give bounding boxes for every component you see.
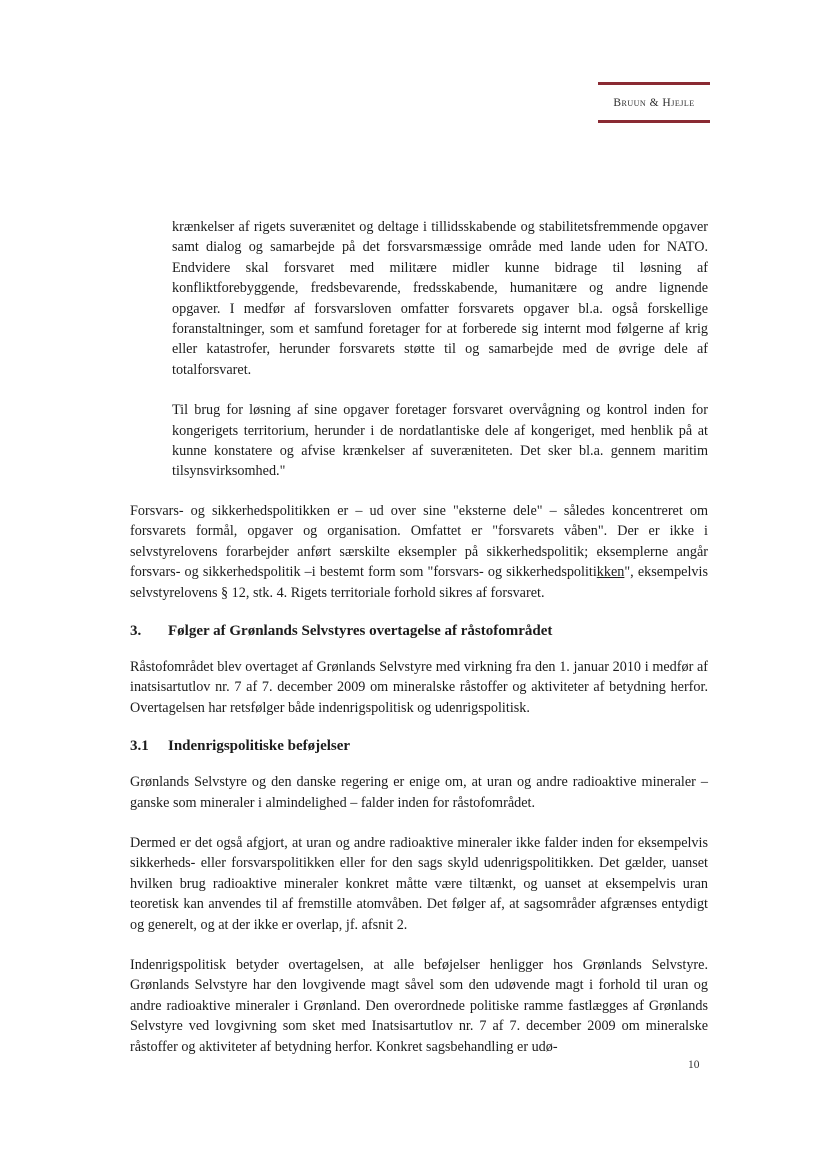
section-3-paragraph: Råstofområdet blev overtaget af Grønlands Selvstyre med virkning fra den 1. januar 2010 i medfør af inatsisartutlov nr. 7 af 7. december 2009 om mineralske råstoffer og aktiviteter af betydning herfor. Overtagelsen har retsfølger både indenrigspolitisk og udenrigspolitisk. bbox=[130, 658, 708, 716]
section-3-number: 3. bbox=[130, 622, 142, 639]
quote-paragraph-2: Til brug for løsning af sine opgaver foretager forsvaret overvågning og kontrol inden for kongerigets territorium, herunder i de nordatlantiske dele af kongeriget, med henblik på at kunne konstatere og afvise krænkelser af suveræniteten. Det sker bl.a. gennem maritim tilsynsvirksomhed." bbox=[172, 402, 708, 480]
quote-paragraph-1: krænkelser af rigets suverænitet og deltage i tillidsskabende og stabilitetsfremmende opgaver samt dialog og samarbejde på det forsvarsmæssige område med lande uden for NATO. Endvidere skal forsvaret med militære midler kunne bidrage til løsning af konfliktforebyggende, fredsbevarende, fredsskabende, humanitære og andre lignende opgaver. I medfør af forsvarsloven omfatter forsvarets opgaver bl.a. også forskellige foranstaltninger, som et samfund foretager for at forberede sig internt mod følgerne af krig eller katastrofer, herunder forsvarets støtte til og samarbejde med de øvrige dele af totalforsvaret. bbox=[172, 219, 708, 378]
defense-text-a: Forsvars- og sikkerhedspolitikken er – ud over sine "eksterne dele" – således koncentreret om forsvarets formål, opgaver og organisation. Omfattet er "forsvarets våben". Der er ikke i selvstyrelovens forarbejder anført særskilte eksempler på sikkerhedspolitik; eksemplerne angår forsvars- og sikkerhedspolitik –i bestemt form som "forsvars- og sikkerhedspoliti bbox=[130, 502, 708, 581]
paragraph-defense-policy bbox=[130, 501, 708, 603]
letterhead-top-rule bbox=[598, 82, 710, 85]
page-number: 10 bbox=[688, 1059, 700, 1071]
section-3-1-paragraph-3: Indenrigspolitisk betyder overtagelsen, at alle beføjelser henligger hos Grønlands Selvstyre. Grønlands Selvstyre har den lovgivende magt såvel som den udøvende magt i forhold til uran og andre radioaktive mineraler i Grønland. Den overordnede politiske ramme fastlægges af Grønlands Selvstyre ved lovgivning som sket med Inatsisartutlov nr. 7 af 7. december 2009 om mineralske råstoffer og aktiviteter af betydning herfor. Konkret sagsbehandling er udø- bbox=[130, 956, 708, 1055]
section-3-1-heading bbox=[130, 735, 708, 757]
section-3-1-paragraph-1: Grønlands Selvstyre og den danske regering er enige om, at uran og andre radioaktive mineraler – ganske som mineraler i almindelighed – falder inden for råstofområdet. bbox=[130, 774, 708, 811]
section-3-heading bbox=[130, 620, 708, 642]
firm-name: Bruun & Hjejle bbox=[613, 97, 695, 109]
defense-text-underlined: kken bbox=[596, 564, 625, 581]
letterhead bbox=[598, 82, 710, 123]
letterhead-bottom-rule bbox=[598, 120, 710, 123]
section-3-1-title: Indenrigspolitiske beføjelser bbox=[168, 738, 351, 755]
section-3-1-number: 3.1 bbox=[130, 738, 149, 755]
document-body bbox=[130, 217, 708, 1057]
defense-text-b: ", eksempelvis selvstyrelovens § 12, stk. 4. Rigets territoriale forhold sikres af forsvaret. bbox=[130, 564, 708, 601]
section-3-title: Følger af Grønlands Selvstyres overtagelse af råstofområdet bbox=[168, 622, 553, 639]
section-3-1-paragraph-2: Dermed er det også afgjort, at uran og andre radioaktive mineraler ikke falder inden for eksempelvis sikkerheds- eller forsvarspolitikken eller for den sags skyld udenrigspolitikken. Det gælder, uanset hvilken brug radioaktive mineraler konkret måtte være tiltænkt, og uanset at eksempelvis uran teoretisk kan anvendes til af fremstille atomvåben. Det følger af, at sagsområder afgrænses entydigt og generelt, og at der ikke er overlap, jf. afsnit 2. bbox=[130, 834, 708, 933]
